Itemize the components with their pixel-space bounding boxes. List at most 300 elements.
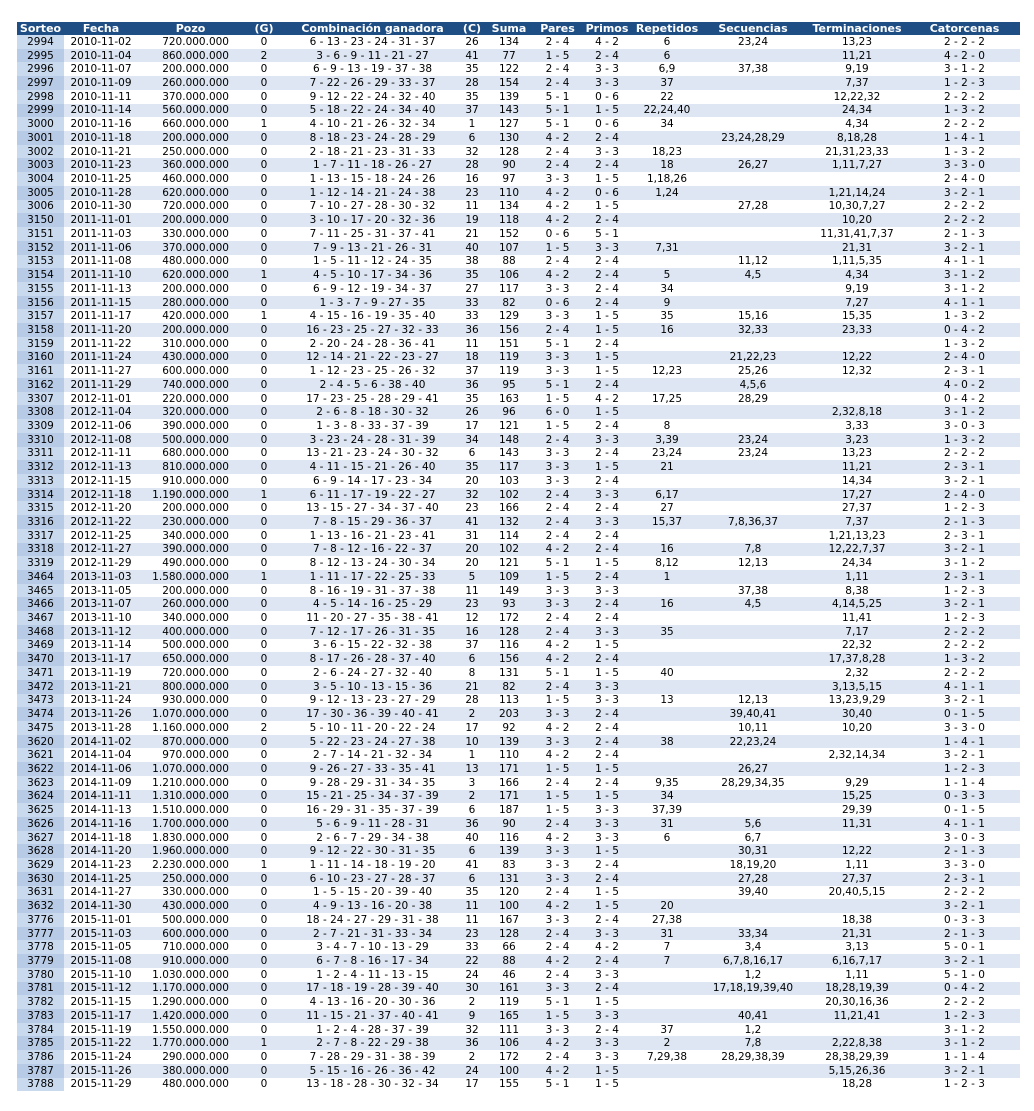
cell-g: 0 — [243, 172, 285, 186]
cell-suma: 127 — [484, 117, 534, 131]
cell-fecha: 2014-11-25 — [64, 872, 138, 886]
cell-primos: 3 - 3 — [581, 1050, 633, 1064]
cell-c: 32 — [460, 488, 484, 502]
cell-terminaciones — [805, 831, 909, 845]
cell-pozo: 1.170.000.000 — [138, 982, 243, 996]
cell-pares: 3 - 3 — [534, 172, 581, 186]
cell-fecha: 2011-11-13 — [64, 282, 138, 296]
cell-terminaciones: 11,21,41 — [805, 1009, 909, 1023]
cell-sorteo: 3313 — [17, 474, 64, 488]
cell-pozo: 710.000.000 — [138, 940, 243, 954]
col-header-secuencias[interactable]: Secuencias — [701, 22, 805, 35]
cell-fecha: 2014-11-13 — [64, 803, 138, 817]
cell-primos: 2 - 4 — [581, 268, 633, 282]
table-row — [17, 1050, 1020, 1064]
cell-primos: 2 - 4 — [581, 213, 633, 227]
cell-fecha: 2015-11-03 — [64, 927, 138, 941]
cell-c: 2 — [460, 707, 484, 721]
cell-g: 0 — [243, 543, 285, 557]
cell-combinacion: 15 - 21 - 25 - 34 - 37 - 39 — [285, 790, 460, 804]
cell-catorcenas: 3 - 3 - 0 — [909, 858, 1020, 872]
cell-suma: 121 — [484, 556, 534, 570]
cell-repetidos — [633, 721, 701, 735]
cell-c: 24 — [460, 1064, 484, 1078]
cell-combinacion: 1 - 5 - 11 - 12 - 24 - 35 — [285, 255, 460, 269]
cell-sorteo: 3473 — [17, 694, 64, 708]
cell-combinacion: 18 - 24 - 27 - 29 - 31 - 38 — [285, 913, 460, 927]
cell-fecha: 2013-11-05 — [64, 584, 138, 598]
cell-repetidos: 7,31 — [633, 241, 701, 255]
cell-primos: 3 - 3 — [581, 62, 633, 76]
cell-primos: 3 - 3 — [581, 680, 633, 694]
cell-catorcenas: 1 - 1 - 4 — [909, 776, 1020, 790]
cell-pozo: 280.000.000 — [138, 296, 243, 310]
cell-combinacion: 5 - 15 - 16 - 26 - 36 - 42 — [285, 1064, 460, 1078]
col-header-primos[interactable]: Primos — [581, 22, 633, 35]
cell-pozo: 660.000.000 — [138, 117, 243, 131]
cell-repetidos: 34 — [633, 282, 701, 296]
cell-sorteo: 3315 — [17, 501, 64, 515]
cell-repetidos — [633, 337, 701, 351]
cell-g: 0 — [243, 872, 285, 886]
cell-combinacion: 1 - 12 - 23 - 25 - 26 - 32 — [285, 364, 460, 378]
cell-pares: 2 - 4 — [534, 940, 581, 954]
cell-suma: 152 — [484, 227, 534, 241]
col-header-terminaciones[interactable]: Terminaciones — [805, 22, 909, 35]
cell-terminaciones: 3,13,5,15 — [805, 680, 909, 694]
cell-fecha: 2010-11-21 — [64, 145, 138, 159]
cell-suma: 88 — [484, 255, 534, 269]
cell-primos: 4 - 2 — [581, 392, 633, 406]
col-header-repetidos[interactable]: Repetidos — [633, 22, 701, 35]
cell-combinacion: 8 - 18 - 23 - 24 - 28 - 29 — [285, 131, 460, 145]
cell-terminaciones: 11,41 — [805, 611, 909, 625]
cell-g: 1 — [243, 570, 285, 584]
cell-sorteo: 3001 — [17, 131, 64, 145]
cell-g: 0 — [243, 1064, 285, 1078]
cell-primos: 3 - 3 — [581, 145, 633, 159]
cell-c: 8 — [460, 666, 484, 680]
cell-sorteo: 3310 — [17, 433, 64, 447]
cell-terminaciones: 24,34 — [805, 104, 909, 118]
cell-g: 0 — [243, 351, 285, 365]
table-row — [17, 803, 1020, 817]
cell-c: 26 — [460, 35, 484, 49]
cell-repetidos: 21 — [633, 460, 701, 474]
cell-pozo: 1.290.000.000 — [138, 995, 243, 1009]
cell-pares: 4 - 2 — [534, 186, 581, 200]
cell-c: 11 — [460, 584, 484, 598]
cell-fecha: 2012-11-01 — [64, 392, 138, 406]
cell-primos: 2 - 4 — [581, 982, 633, 996]
cell-pares: 4 - 2 — [534, 899, 581, 913]
cell-repetidos: 40 — [633, 666, 701, 680]
cell-primos: 2 - 4 — [581, 419, 633, 433]
cell-pares: 4 - 2 — [534, 213, 581, 227]
cell-suma: 128 — [484, 625, 534, 639]
col-header-suma[interactable]: Suma — [484, 22, 534, 35]
cell-sorteo: 3006 — [17, 200, 64, 214]
table-row — [17, 1009, 1020, 1023]
cell-combinacion: 1 - 13 - 16 - 21 - 23 - 41 — [285, 529, 460, 543]
cell-repetidos — [633, 858, 701, 872]
cell-secuencias: 12,13 — [701, 694, 805, 708]
cell-c: 36 — [460, 1036, 484, 1050]
cell-repetidos: 15,37 — [633, 515, 701, 529]
cell-primos: 1 - 5 — [581, 666, 633, 680]
cell-secuencias — [701, 570, 805, 584]
table-row — [17, 433, 1020, 447]
table-row — [17, 62, 1020, 76]
cell-pozo: 620.000.000 — [138, 268, 243, 282]
cell-pozo: 480.000.000 — [138, 255, 243, 269]
cell-pozo: 200.000.000 — [138, 282, 243, 296]
cell-pozo: 1.070.000.000 — [138, 762, 243, 776]
col-header-c[interactable]: (C) — [460, 22, 484, 35]
cell-primos: 2 - 4 — [581, 707, 633, 721]
table-row — [17, 721, 1020, 735]
cell-pares: 3 - 3 — [534, 447, 581, 461]
cell-suma: 149 — [484, 584, 534, 598]
cell-pozo: 930.000.000 — [138, 694, 243, 708]
table-row — [17, 652, 1020, 666]
cell-combinacion: 4 - 11 - 15 - 21 - 26 - 40 — [285, 460, 460, 474]
cell-suma: 93 — [484, 597, 534, 611]
cell-fecha: 2010-11-09 — [64, 76, 138, 90]
cell-suma: 131 — [484, 872, 534, 886]
cell-catorcenas: 2 - 2 - 2 — [909, 625, 1020, 639]
cell-terminaciones: 28,38,29,39 — [805, 1050, 909, 1064]
cell-secuencias: 22,23,24 — [701, 735, 805, 749]
cell-suma: 106 — [484, 268, 534, 282]
cell-g: 0 — [243, 639, 285, 653]
table-row — [17, 680, 1020, 694]
table-row — [17, 982, 1020, 996]
col-header-catorcenas[interactable]: Catorcenas — [909, 22, 1020, 35]
cell-primos: 2 - 4 — [581, 1023, 633, 1037]
cell-sorteo: 3000 — [17, 117, 64, 131]
cell-g: 0 — [243, 707, 285, 721]
cell-pozo: 260.000.000 — [138, 597, 243, 611]
col-header-pozo[interactable]: Pozo — [138, 22, 243, 35]
cell-sorteo: 3787 — [17, 1064, 64, 1078]
cell-catorcenas: 3 - 1 - 2 — [909, 405, 1020, 419]
table-row — [17, 556, 1020, 570]
cell-secuencias — [701, 625, 805, 639]
col-header-g[interactable]: (G) — [243, 22, 285, 35]
cell-combinacion: 7 - 8 - 15 - 29 - 36 - 37 — [285, 515, 460, 529]
cell-combinacion: 9 - 28 - 29 - 31 - 34 - 35 — [285, 776, 460, 790]
cell-pares: 5 - 1 — [534, 1078, 581, 1092]
cell-terminaciones: 1,11 — [805, 570, 909, 584]
cell-terminaciones: 12,22 — [805, 844, 909, 858]
cell-catorcenas: 1 - 3 - 2 — [909, 104, 1020, 118]
cell-pozo: 390.000.000 — [138, 419, 243, 433]
cell-fecha: 2010-11-04 — [64, 49, 138, 63]
cell-primos: 5 - 1 — [581, 227, 633, 241]
cell-terminaciones: 7,37 — [805, 515, 909, 529]
cell-pozo: 720.000.000 — [138, 35, 243, 49]
cell-sorteo: 2998 — [17, 90, 64, 104]
cell-repetidos: 16 — [633, 597, 701, 611]
cell-sorteo: 3151 — [17, 227, 64, 241]
cell-sorteo: 3467 — [17, 611, 64, 625]
cell-pares: 2 - 4 — [534, 817, 581, 831]
table-row — [17, 584, 1020, 598]
cell-suma: 130 — [484, 131, 534, 145]
cell-secuencias: 21,22,23 — [701, 351, 805, 365]
cell-repetidos: 34 — [633, 117, 701, 131]
table-row — [17, 515, 1020, 529]
cell-sorteo: 3472 — [17, 680, 64, 694]
cell-combinacion: 5 - 10 - 11 - 20 - 22 - 24 — [285, 721, 460, 735]
cell-terminaciones: 3,23 — [805, 433, 909, 447]
cell-combinacion: 1 - 2 - 4 - 11 - 13 - 15 — [285, 968, 460, 982]
cell-primos: 0 - 6 — [581, 186, 633, 200]
cell-terminaciones: 1,11 — [805, 968, 909, 982]
cell-sorteo: 3628 — [17, 844, 64, 858]
cell-pares: 3 - 3 — [534, 597, 581, 611]
cell-combinacion: 3 - 5 - 10 - 13 - 15 - 36 — [285, 680, 460, 694]
cell-catorcenas: 1 - 2 - 3 — [909, 1078, 1020, 1092]
cell-sorteo: 3470 — [17, 652, 64, 666]
cell-pares: 2 - 4 — [534, 501, 581, 515]
cell-repetidos: 7 — [633, 954, 701, 968]
cell-repetidos: 7 — [633, 940, 701, 954]
cell-c: 37 — [460, 104, 484, 118]
cell-sorteo: 3468 — [17, 625, 64, 639]
cell-catorcenas: 1 - 2 - 3 — [909, 762, 1020, 776]
cell-catorcenas: 3 - 2 - 1 — [909, 543, 1020, 557]
cell-secuencias: 18,19,20 — [701, 858, 805, 872]
cell-primos: 2 - 4 — [581, 474, 633, 488]
cell-terminaciones: 1,21,13,23 — [805, 529, 909, 543]
cell-repetidos — [633, 213, 701, 227]
cell-combinacion: 9 - 26 - 27 - 33 - 35 - 41 — [285, 762, 460, 776]
cell-suma: 128 — [484, 145, 534, 159]
table-row — [17, 968, 1020, 982]
cell-pares: 2 - 4 — [534, 145, 581, 159]
cell-repetidos — [633, 378, 701, 392]
cell-catorcenas: 2 - 2 - 2 — [909, 90, 1020, 104]
cell-secuencias — [701, 790, 805, 804]
cell-primos: 2 - 4 — [581, 570, 633, 584]
cell-secuencias: 30,31 — [701, 844, 805, 858]
cell-combinacion: 7 - 28 - 29 - 31 - 38 - 39 — [285, 1050, 460, 1064]
cell-terminaciones: 18,38 — [805, 913, 909, 927]
cell-catorcenas: 0 - 1 - 5 — [909, 803, 1020, 817]
cell-secuencias: 27,28 — [701, 872, 805, 886]
table-row — [17, 186, 1020, 200]
cell-combinacion: 1 - 3 - 7 - 9 - 27 - 35 — [285, 296, 460, 310]
col-header-pares[interactable]: Pares — [534, 22, 581, 35]
cell-fecha: 2013-11-10 — [64, 611, 138, 625]
cell-pozo: 810.000.000 — [138, 460, 243, 474]
cell-fecha: 2013-11-12 — [64, 625, 138, 639]
cell-primos: 2 - 4 — [581, 49, 633, 63]
cell-catorcenas: 3 - 3 - 0 — [909, 721, 1020, 735]
cell-fecha: 2014-11-30 — [64, 899, 138, 913]
cell-fecha: 2014-11-20 — [64, 844, 138, 858]
cell-c: 3 — [460, 776, 484, 790]
cell-suma: 167 — [484, 913, 534, 927]
cell-repetidos: 9 — [633, 296, 701, 310]
cell-pares: 0 - 6 — [534, 227, 581, 241]
cell-catorcenas: 5 - 0 - 1 — [909, 940, 1020, 954]
cell-g: 0 — [243, 200, 285, 214]
cell-secuencias — [701, 501, 805, 515]
cell-g: 0 — [243, 817, 285, 831]
cell-terminaciones — [805, 378, 909, 392]
cell-pozo: 1.960.000.000 — [138, 844, 243, 858]
cell-catorcenas: 4 - 1 - 1 — [909, 817, 1020, 831]
cell-secuencias — [701, 899, 805, 913]
cell-pares: 0 - 6 — [534, 296, 581, 310]
cell-fecha: 2012-11-29 — [64, 556, 138, 570]
cell-pares: 1 - 5 — [534, 790, 581, 804]
cell-pozo: 500.000.000 — [138, 433, 243, 447]
cell-secuencias — [701, 49, 805, 63]
cell-suma: 88 — [484, 954, 534, 968]
cell-pozo: 560.000.000 — [138, 104, 243, 118]
cell-secuencias — [701, 488, 805, 502]
cell-c: 23 — [460, 501, 484, 515]
cell-sorteo: 3318 — [17, 543, 64, 557]
col-header-sorteo[interactable]: Sorteo — [17, 22, 64, 35]
cell-terminaciones: 30,40 — [805, 707, 909, 721]
cell-catorcenas: 3 - 2 - 1 — [909, 241, 1020, 255]
cell-g: 0 — [243, 255, 285, 269]
cell-pozo: 1.310.000.000 — [138, 790, 243, 804]
cell-terminaciones: 2,32,14,34 — [805, 748, 909, 762]
cell-catorcenas: 3 - 1 - 2 — [909, 1036, 1020, 1050]
cell-catorcenas: 0 - 4 - 2 — [909, 982, 1020, 996]
table-row — [17, 255, 1020, 269]
cell-terminaciones: 6,16,7,17 — [805, 954, 909, 968]
table-row — [17, 639, 1020, 653]
cell-terminaciones: 18,28,19,39 — [805, 982, 909, 996]
cell-catorcenas: 5 - 1 - 0 — [909, 968, 1020, 982]
cell-fecha: 2011-11-29 — [64, 378, 138, 392]
cell-pares: 5 - 1 — [534, 117, 581, 131]
table-row — [17, 776, 1020, 790]
cell-catorcenas: 2 - 2 - 2 — [909, 447, 1020, 461]
cell-sorteo: 3152 — [17, 241, 64, 255]
cell-primos: 1 - 5 — [581, 172, 633, 186]
cell-sorteo: 3631 — [17, 886, 64, 900]
cell-pozo: 370.000.000 — [138, 241, 243, 255]
cell-g: 0 — [243, 145, 285, 159]
cell-secuencias: 4,5 — [701, 597, 805, 611]
cell-suma: 161 — [484, 982, 534, 996]
cell-terminaciones: 18,28 — [805, 1078, 909, 1092]
table-body — [17, 35, 1020, 1091]
cell-g: 0 — [243, 433, 285, 447]
cell-suma: 117 — [484, 460, 534, 474]
cell-fecha: 2013-11-07 — [64, 597, 138, 611]
cell-g: 0 — [243, 392, 285, 406]
cell-pozo: 230.000.000 — [138, 515, 243, 529]
cell-pozo: 1.580.000.000 — [138, 570, 243, 584]
cell-primos: 1 - 5 — [581, 364, 633, 378]
cell-terminaciones: 2,32 — [805, 666, 909, 680]
cell-repetidos: 8 — [633, 419, 701, 433]
cell-pozo: 380.000.000 — [138, 1064, 243, 1078]
cell-pares: 4 - 2 — [534, 268, 581, 282]
cell-repetidos: 6 — [633, 35, 701, 49]
table-row — [17, 419, 1020, 433]
cell-terminaciones: 21,31 — [805, 241, 909, 255]
cell-suma: 148 — [484, 433, 534, 447]
cell-primos: 1 - 5 — [581, 1064, 633, 1078]
cell-g: 1 — [243, 1036, 285, 1050]
cell-c: 24 — [460, 968, 484, 982]
cell-c: 33 — [460, 296, 484, 310]
cell-pares: 2 - 4 — [534, 515, 581, 529]
cell-sorteo: 3786 — [17, 1050, 64, 1064]
cell-catorcenas: 1 - 1 - 4 — [909, 1050, 1020, 1064]
cell-primos: 2 - 4 — [581, 652, 633, 666]
cell-terminaciones: 4,34 — [805, 268, 909, 282]
cell-combinacion: 12 - 14 - 21 - 22 - 23 - 27 — [285, 351, 460, 365]
table-row — [17, 872, 1020, 886]
cell-sorteo: 3780 — [17, 968, 64, 982]
cell-secuencias: 1,2 — [701, 968, 805, 982]
cell-sorteo: 3777 — [17, 927, 64, 941]
cell-catorcenas: 2 - 3 - 1 — [909, 570, 1020, 584]
cell-terminaciones — [805, 735, 909, 749]
cell-pares: 5 - 1 — [534, 666, 581, 680]
cell-primos: 3 - 3 — [581, 76, 633, 90]
cell-catorcenas: 2 - 2 - 2 — [909, 213, 1020, 227]
cell-c: 31 — [460, 529, 484, 543]
cell-secuencias — [701, 213, 805, 227]
cell-suma: 163 — [484, 392, 534, 406]
cell-sorteo: 2994 — [17, 35, 64, 49]
cell-fecha: 2012-11-22 — [64, 515, 138, 529]
cell-repetidos — [633, 131, 701, 145]
cell-g: 0 — [243, 680, 285, 694]
col-header-fecha[interactable]: Fecha — [64, 22, 138, 35]
table-header — [17, 22, 1020, 35]
cell-primos: 2 - 4 — [581, 447, 633, 461]
cell-terminaciones: 13,23 — [805, 447, 909, 461]
cell-primos: 2 - 4 — [581, 597, 633, 611]
cell-terminaciones: 21,31 — [805, 927, 909, 941]
cell-primos: 0 - 6 — [581, 117, 633, 131]
cell-catorcenas: 3 - 3 - 0 — [909, 158, 1020, 172]
table-row — [17, 501, 1020, 515]
table-row — [17, 748, 1020, 762]
cell-c: 17 — [460, 1078, 484, 1092]
cell-c: 20 — [460, 556, 484, 570]
cell-c: 35 — [460, 392, 484, 406]
cell-g: 0 — [243, 419, 285, 433]
cell-pares: 1 - 5 — [534, 762, 581, 776]
cell-terminaciones: 21,31,23,33 — [805, 145, 909, 159]
cell-c: 16 — [460, 625, 484, 639]
cell-catorcenas: 3 - 1 - 2 — [909, 556, 1020, 570]
cell-fecha: 2013-11-28 — [64, 721, 138, 735]
cell-fecha: 2014-11-27 — [64, 886, 138, 900]
cell-repetidos — [633, 1009, 701, 1023]
cell-combinacion: 1 - 11 - 14 - 18 - 19 - 20 — [285, 858, 460, 872]
col-header-combinacion[interactable]: Combinación ganadora — [285, 22, 460, 35]
cell-terminaciones: 7,27 — [805, 296, 909, 310]
cell-sorteo: 3003 — [17, 158, 64, 172]
cell-g: 0 — [243, 529, 285, 543]
cell-suma: 139 — [484, 735, 534, 749]
